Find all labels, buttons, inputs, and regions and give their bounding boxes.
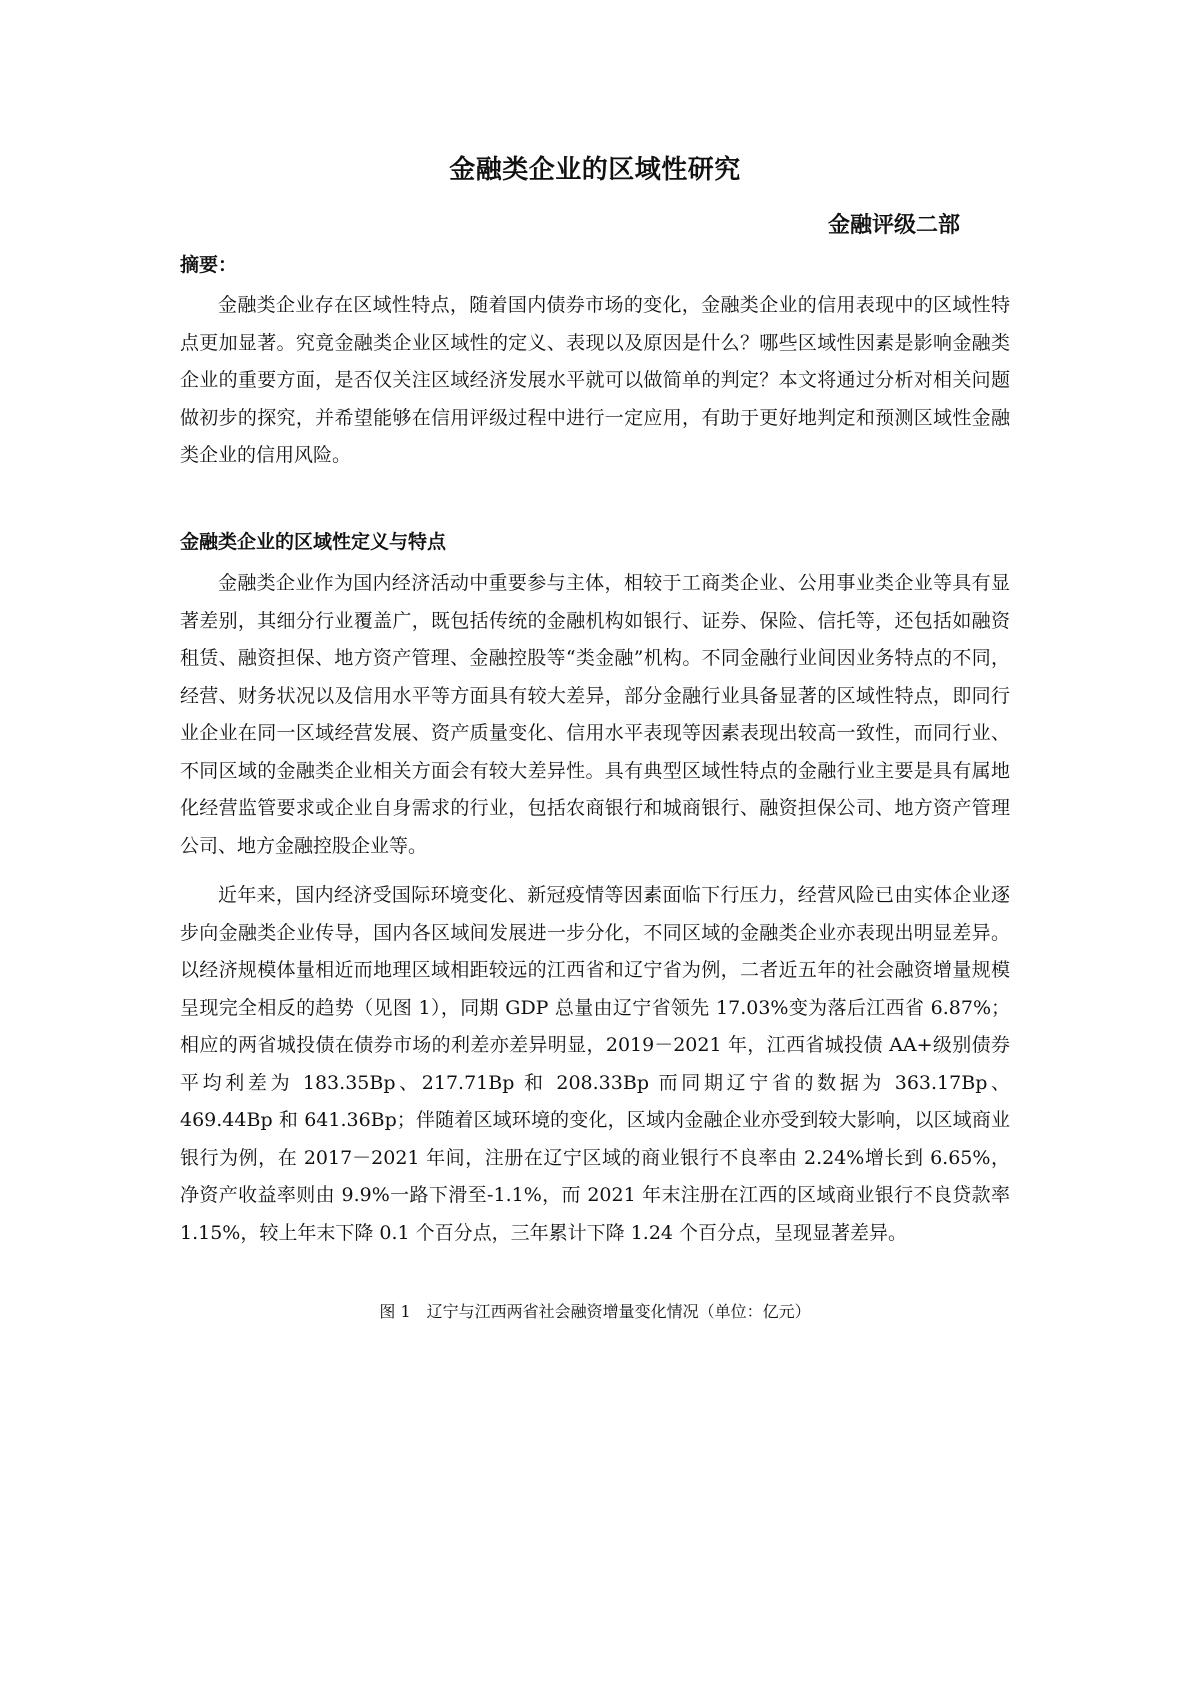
document-title: 金融类企业的区域性研究	[449, 155, 741, 185]
body-paragraph-2: 近年来，国内经济受国际环境变化、新冠疫情等因素面临下行压力，经营风险已由实体企业逐步向金融类企业传导，国内各区域间发展进一步分化，不同区域的金融类企业亦表现出明显差异。以经济规模体量相近而地理区域相距较远的江西省和辽宁省为例，二者近五年的社会融资增量规模呈现完全相反的趋势（见图 1），同期 GDP 总量由辽宁省领先 17.03%变为落后江西省 6.87%；相应的两省城投债在债券市场的利差亦差异明显，2019－2021 年，江西省城投债 AA+级别债券平均利差为 183.35Bp、217.71Bp 和 208.33Bp 而同期辽宁省的数据为 363.17Bp、469.44Bp 和 641.36Bp；伴随着区域环境的变化，区域内金融企业亦受到较大影响，以区域商业银行为例，在 2017－2021 年间，注册在辽宁区域的商业银行不良率由 2.24%增长到 6.65%，净资产收益率则由 9.9%一路下滑至-1.1%，而 2021 年末注册在江西的区域商业银行不良贷款率 1.15%，较上年末下降 0.1 个百分点，三年累计下降 1.24 个百分点，呈现显著差异。	[180, 884, 1010, 1244]
figure-caption: 图 1 辽宁与江西两省社会融资增量变化情况（单位：亿元）	[379, 1302, 811, 1321]
abstract-paragraph: 金融类企业存在区域性特点，随着国内债券市场的变化，金融类企业的信用表现中的区域性特点更加显著。究竟金融类企业区域性的定义、表现以及原因是什么？哪些区域性因素是影响金融类企业的重要方面，是否仅关注区域经济发展水平就可以做简单的判定？本文将通过分析对相关问题做初步的探究，并希望能够在信用评级过程中进行一定应用，有助于更好地判定和预测区域性金融类企业的信用风险。	[180, 294, 1010, 466]
body-paragraph-1: 金融类企业作为国内经济活动中重要参与主体，相较于工商类企业、公用事业类企业等具有显著差别，其细分行业覆盖广，既包括传统的金融机构如银行、证券、保险、信托等，还包括如融资租赁、融资担保、地方资产管理、金融控股等“类金融”机构。不同金融行业间因业务特点的不同，经营、财务状况以及信用水平等方面具有较大差异，部分金融行业具备显著的区域性特点，即同行业企业在同一区域经营发展、资产质量变化、信用水平表现等因素表现出较高一致性，而同行业、不同区域的金融类企业相关方面会有较大差异性。具有典型区域性特点的金融行业主要是具有属地化经营监管要求或企业自身需求的行业，包括农商银行和城商银行、融资担保公司、地方资产管理公司、地方金融控股企业等。	[180, 572, 1010, 857]
abstract-label: 摘要：	[180, 254, 238, 276]
document-author: 金融评级二部	[827, 213, 960, 238]
section-heading: 金融类企业的区域性定义与特点	[180, 531, 447, 553]
